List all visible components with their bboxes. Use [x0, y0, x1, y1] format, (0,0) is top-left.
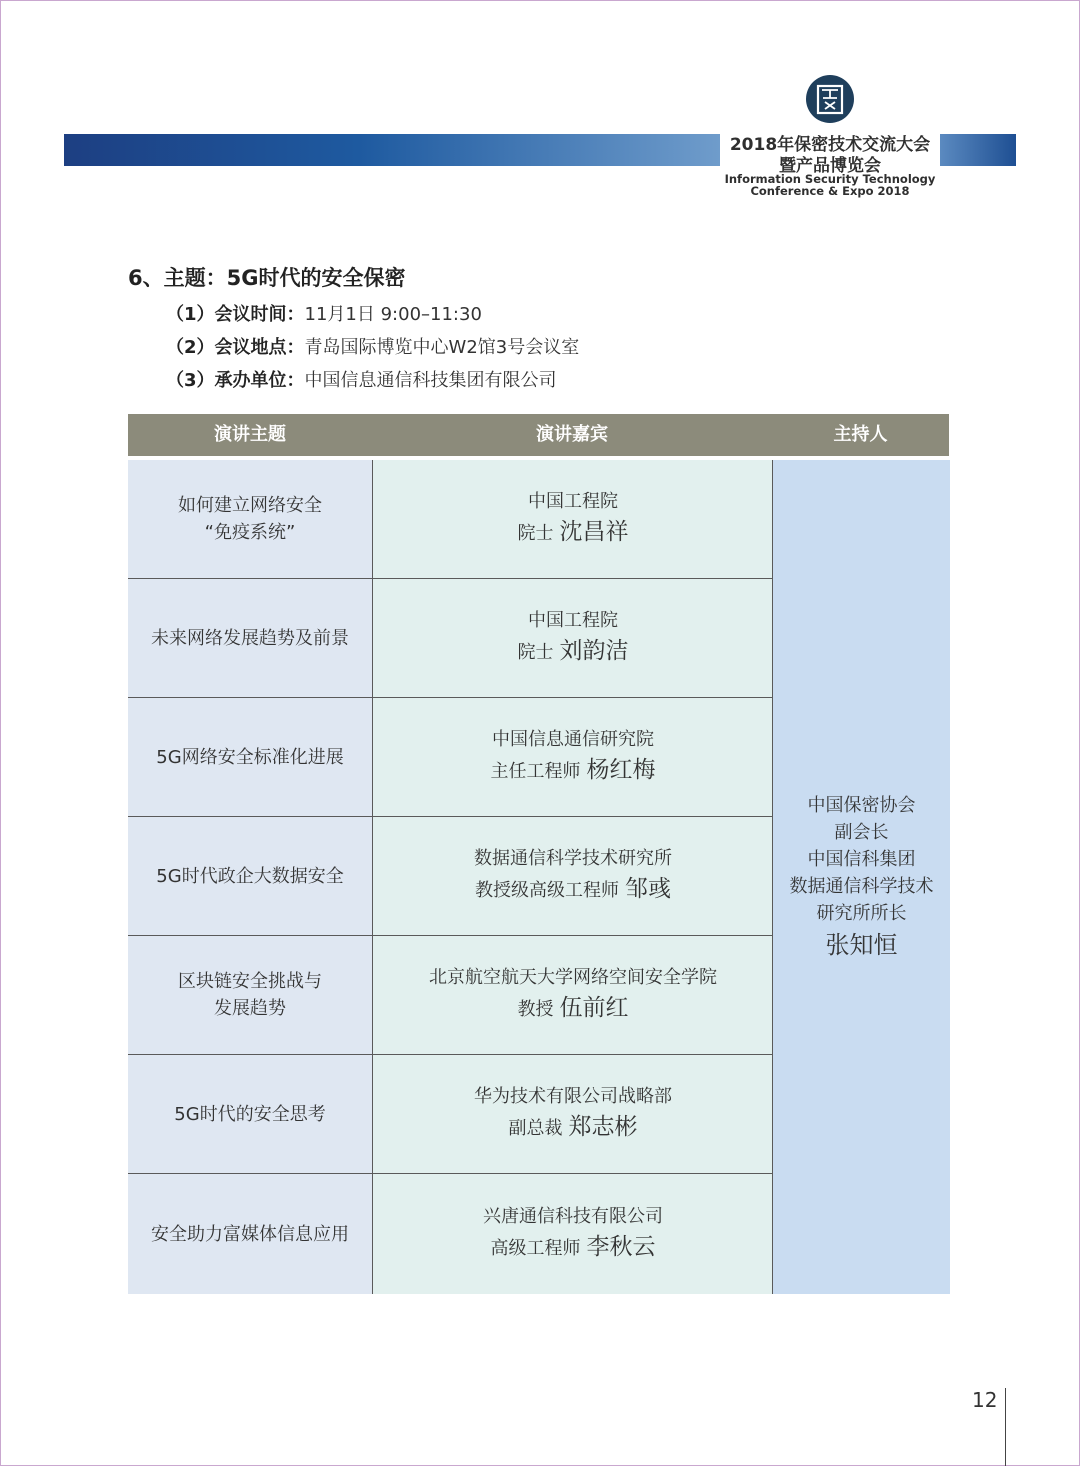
speaker-name: 刘韵洁 — [559, 638, 629, 664]
speaker-cell — [372, 1174, 773, 1294]
speaker-name: 沈昌祥 — [559, 519, 629, 545]
speaker-role: 院士 — [517, 523, 554, 544]
speaker-cell — [372, 1055, 773, 1173]
speaker-person — [518, 992, 629, 1026]
host-title: 副会长 — [834, 821, 889, 843]
topic-cell — [128, 1174, 372, 1294]
speaker-cell — [372, 817, 773, 935]
speaker-cell — [372, 698, 773, 816]
speaker-person — [475, 873, 671, 907]
host-affiliation: 数据通信科学技术 — [789, 875, 934, 897]
topic-line: 5G网络安全标准化进展 — [156, 746, 344, 768]
topic-line: “免疫系统” — [204, 522, 296, 543]
speaker-name: 伍前红 — [559, 995, 629, 1021]
table-row — [128, 698, 772, 817]
topic-cell — [128, 460, 372, 578]
speaker-name: 郑志彬 — [568, 1114, 638, 1140]
meeting-time-label: （1）会议时间： — [166, 304, 305, 325]
speaker-role: 高级工程师 — [490, 1238, 581, 1259]
topic-cell — [128, 579, 372, 697]
speaker-name: 邹彧 — [625, 876, 671, 902]
header-topic: 演讲主题 — [214, 424, 286, 445]
speaker-name: 李秋云 — [586, 1234, 656, 1260]
page-number: 12 — [972, 1388, 998, 1412]
meeting-venue-value: 青岛国际博览中心W2馆3号会议室 — [304, 337, 580, 358]
host-affiliation: 中国保密协会 — [807, 794, 916, 816]
meeting-organizer — [166, 366, 557, 392]
conference-title-cn-line1: 2018年保密技术交流大会 — [729, 135, 931, 155]
meeting-time-value: 11月1日 9:00–11:30 — [304, 304, 482, 325]
speaker-org: 兴唐通信科技有限公司 — [483, 1206, 663, 1227]
topic-line: 区块链安全挑战与 — [178, 971, 322, 992]
table-row — [128, 1174, 772, 1294]
schedule-table — [128, 414, 949, 1294]
header-host: 主持人 — [833, 424, 888, 445]
speaker-person — [509, 1111, 638, 1145]
speaker-org: 数据通信科学技术研究所 — [474, 848, 672, 869]
topic-cell — [128, 817, 372, 935]
topic-line: 发展趋势 — [214, 998, 286, 1019]
conference-title-en-line1: Information Security Technology — [724, 172, 936, 186]
header-bar-right — [940, 134, 1016, 166]
speaker-org: 中国工程院 — [528, 491, 618, 512]
speaker-person — [518, 635, 629, 669]
table-row — [128, 817, 772, 936]
conference-logo-icon — [805, 74, 855, 124]
speaker-org: 北京航空航天大学网络空间安全学院 — [429, 967, 717, 988]
table-row — [128, 460, 772, 579]
header-speaker: 演讲嘉宾 — [536, 424, 608, 445]
conference-title-en-line2: Conference & Expo 2018 — [750, 184, 910, 198]
speaker-name: 杨红梅 — [586, 757, 656, 783]
speaker-org: 中国工程院 — [528, 610, 618, 631]
speaker-role: 副总裁 — [508, 1118, 563, 1139]
speaker-person — [518, 516, 629, 550]
speaker-person — [491, 1231, 656, 1265]
topic-cell — [128, 1055, 372, 1173]
host-name: 张知恒 — [825, 930, 898, 959]
topic-cell — [128, 936, 372, 1054]
topic-line: 5G时代政企大数据安全 — [156, 865, 344, 887]
host-affiliation: 中国信科集团 — [807, 848, 916, 870]
topic-line: 5G时代的安全思考 — [174, 1103, 326, 1125]
speaker-org: 华为技术有限公司战略部 — [474, 1086, 672, 1107]
conference-title-cn-line2: 暨产品博览会 — [779, 156, 881, 176]
table-row — [128, 936, 772, 1055]
table-row — [128, 579, 772, 698]
speaker-cell — [372, 936, 773, 1054]
host-title: 研究所所长 — [816, 902, 907, 924]
host-cell — [772, 460, 950, 1294]
topic-cell — [128, 698, 372, 816]
speaker-cell — [372, 579, 773, 697]
meeting-time — [166, 300, 482, 326]
topic-line: 未来网络发展趋势及前景 — [151, 627, 349, 649]
header-bar-left — [64, 134, 720, 166]
topic-line: 如何建立网络安全 — [178, 495, 322, 516]
meeting-venue — [166, 333, 579, 359]
speaker-role: 教授 — [517, 999, 554, 1020]
meeting-organizer-label: （3）承办单位： — [166, 370, 305, 391]
page-number-rule — [1005, 1388, 1006, 1466]
meeting-venue-label: （2）会议地点： — [166, 337, 305, 358]
topic-line: 安全助力富媒体信息应用 — [151, 1223, 349, 1245]
speaker-role: 教授级高级工程师 — [475, 880, 619, 901]
speaker-cell — [372, 460, 773, 578]
table-header — [128, 414, 949, 456]
speaker-role: 院士 — [517, 642, 554, 663]
meeting-organizer-value: 中国信息通信科技集团有限公司 — [304, 370, 557, 391]
speaker-role: 主任工程师 — [490, 761, 581, 782]
table-row — [128, 1055, 772, 1174]
speaker-person — [491, 754, 656, 788]
section-title: 6、主题：5G时代的安全保密 — [128, 266, 406, 290]
speaker-org: 中国信息通信研究院 — [492, 729, 654, 750]
